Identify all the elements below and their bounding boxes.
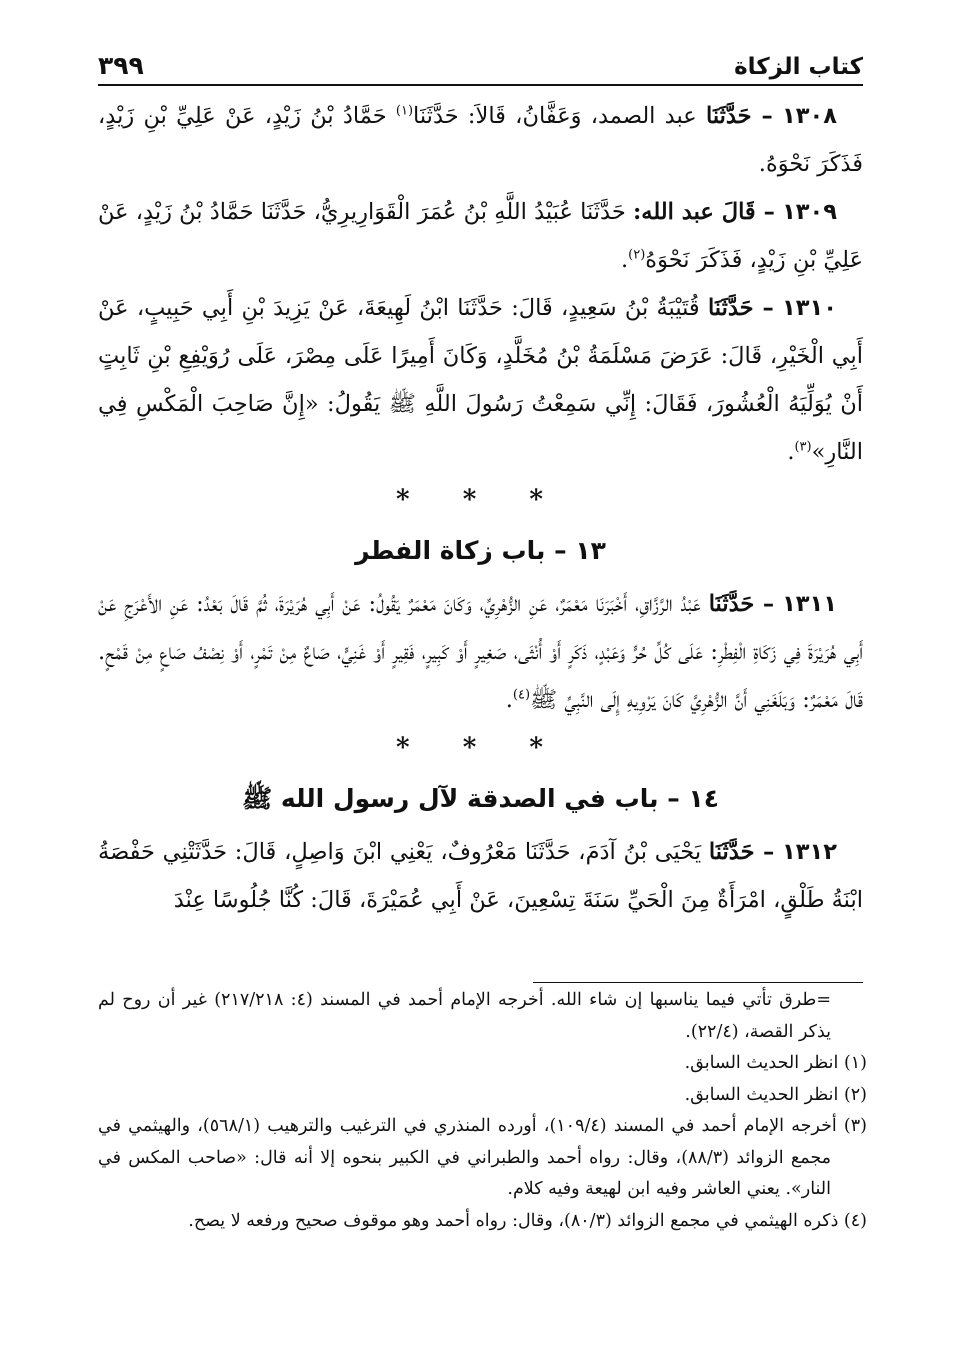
hadith-number: ١٣١٠ <box>782 295 837 321</box>
footnote-4: (٤) ذكره الهيثمي في مجمع الزوائد (٨٠/٣)، وقال: رواه أحمد وهو موقوف صحيح ورفعه لا يصح. <box>188 1210 867 1231</box>
book-title: كتاب الزكاة <box>734 54 863 80</box>
hadith-1311: ١٣١١ – حَدَّثَنَا عَبْدُ الرَّزَّاقِ، أَخْبَرَنَا مَعْمَرٌ، عَنِ الزُّهْرِيِّ، وَكَانَ مَعْمَرٌ يَقُولُ: عَنْ أَبِي هُرَيْرَةَ، ثُمَّ قَالَ بَعْدُ: عَنِ الأَعْرَجِ عَنْ أَبِي هُرَيْرَةَ فِي زَكَاةِ الْفِطْرِ: عَلَى كُلِّ حُرٍّ وَعَبْدٍ، ذَكَرٍ أَوْ أُنْثَى، صَغِيرٍ أَوْ كَبِيرٍ، فَقِيرٍ أَوْ غَنِيٍّ، صَاعٌ مِنْ تَمْرٍ، أَوْ نِصْفُ صَاعٍ مِنْ قَمْحٍ. قَالَ مَعْمَرٌ: وَبَلَغَنِي أَنَّ الزُّهْرِيَّ كَانَ يَرْوِيهِ إِلَى النَّبِيِّ ﷺ$^{(٤)}$. <box>98 591 863 713</box>
hadith-number: ١٣١٢ <box>782 839 837 865</box>
hadith-1312: ١٣١٢ – حَدَّثَنَا يَحْيَى بْنُ آدَمَ، حَدَّثَنَا مَعْرُوفٌ، يَعْنِي ابْنَ وَاصِلٍ، قَالَ: حَدَّثَتْنِي حَفْصَةُ ابْنَةُ طَلْقٍ، امْرَأَةٌ مِنَ الْحَيِّ سَنَةَ تِسْعِينَ، عَنْ أَبِي عُمَيْرَةَ، قَالَ: كُنَّا جُلُوسًا عِنْدَ <box>98 839 863 913</box>
hadith-1310: ١٣١٠ – حَدَّثَنَا قُتَيْبَةُ بْنُ سَعِيدٍ، قَالَ: حَدَّثَنَا ابْنُ لَهِيعَةَ، عَنْ يَزِيدَ بْنِ أَبِي حَبِيبٍ، عَنْ أَبِي الْخَيْرِ، قَالَ: عَرَضَ مَسْلَمَةُ بْنُ مُخَلَّدٍ، وَكَانَ أَمِيرًا عَلَى مِصْرَ، عَلَى رُوَيْفِعِ بْنِ ثَابِتٍ أَنْ يُوَلِّيَهُ الْعُشُورَ، فَقَالَ: إِنِّي سَمِعْتُ رَسُولَ اللَّهِ ﷺ يَقُولُ: «إِنَّ صَاحِبَ الْمَكْسِ فِي النَّارِ»$^{(٣)}$. <box>98 295 863 465</box>
footnote-ref: (٣) <box>794 439 812 455</box>
hadith-text: حَمَّادُ بْنُ زَيْدٍ، عَنْ عَلِيِّ بْنِ زَيْدٍ، فَذَكَرَ نَحْوَهُ. <box>98 103 863 177</box>
section-separator: * * * <box>396 733 565 763</box>
hadith-intro: قَالَ عبد الله: <box>632 199 756 225</box>
hadith-text: . <box>505 687 513 713</box>
hadith-intro: حَدَّثَنَا <box>708 839 755 865</box>
hadith-text: عبد الصمد، وَعَفَّانُ، قَالاَ: حَدَّثَنَا <box>413 103 697 129</box>
section-separator: * * * <box>396 485 565 515</box>
page-number: ٣٩٩ <box>98 51 144 80</box>
footnote-continuation: =طرق تأتي فيما يناسبها إن شاء الله. أخرجه الإمام أحمد في المسند (٤: ٢١٧/٢١٨) غير أن روح لم يذكر القصة، (٢٢/٤). <box>98 990 832 1042</box>
chapter-heading-14: ١٤ – باب في الصدقة لآل رسول الله ﷺ <box>242 784 719 813</box>
hadith-text: حَدَّثَنَا عُبَيْدُ اللَّهِ بْنُ عُمَرَ الْقَوَارِيرِيُّ، حَدَّثَنَا حَمَّادُ بْنُ زَيْدٍ، عَنْ عَلِيِّ بْنِ زَيْدٍ، فَذَكَرَ نَحْوَهُ <box>98 199 863 273</box>
footnotes <box>98 985 867 1237</box>
hadith-intro: حَدَّثَنَا <box>708 591 755 617</box>
hadith-number: ١٣٠٩ <box>782 199 837 225</box>
running-head <box>98 40 863 86</box>
hadith-text: . <box>620 247 629 273</box>
hadith-intro: حَدَّثَنَا <box>705 103 752 129</box>
hadith-1308: ١٣٠٨ – حَدَّثَنَا عبد الصمد، وَعَفَّانُ، قَالاَ: حَدَّثَنَا$^{(١)}$ حَمَّادُ بْنُ زَيْدٍ، عَنْ عَلِيِّ بْنِ زَيْدٍ، فَذَكَرَ نَحْوَهُ. <box>98 103 863 177</box>
hadith-text: . <box>787 439 795 465</box>
footnote-ref: (٤) <box>512 687 531 703</box>
footnote-1: (١) انظر الحديث السابق. <box>684 1053 867 1073</box>
footnote-ref: (١) <box>395 103 414 119</box>
hadith-1309: ١٣٠٩ – قَالَ عبد الله: حَدَّثَنَا عُبَيْدُ اللَّهِ بْنُ عُمَرَ الْقَوَارِيرِيُّ، حَدَّثَنَا حَمَّادُ بْنُ زَيْدٍ، عَنْ عَلِيِّ بْنِ زَيْدٍ، فَذَكَرَ نَحْوَهُ$^{(٢)}$. <box>98 199 863 273</box>
footnote-divider <box>533 982 863 983</box>
hadith-number: ١٣١١ <box>782 591 838 617</box>
chapter-heading-13: ١٣ – باب زكاة الفطر <box>355 536 606 565</box>
hadith-text: عَبْدُ الرَّزَّاقِ، أَخْبَرَنَا مَعْمَرٌ، عَنِ الزُّهْرِيِّ، وَكَانَ مَعْمَرٌ يَقُولُ: عَنْ أَبِي هُرَيْرَةَ، ثُمَّ قَالَ بَعْدُ: عَنِ الأَعْرَجِ عَنْ أَبِي هُرَيْرَةَ فِي زَكَاةِ الْفِطْرِ: عَلَى كُلِّ حُرٍّ وَعَبْدٍ، ذَكَرٍ أَوْ أُنْثَى، صَغِيرٍ أَوْ كَبِيرٍ، فَقِيرٍ أَوْ غَنِيٍّ، صَاعٌ مِنْ تَمْرٍ، أَوْ نِصْفُ صَاعٍ مِنْ قَمْحٍ. قَالَ مَعْمَرٌ: وَبَلَغَنِي أَنَّ الزُّهْرِيَّ كَانَ يَرْوِيهِ إِلَى النَّبِيِّ ﷺ <box>98 591 863 713</box>
footnote-ref: (٢) <box>628 247 646 263</box>
hadith-text: قُتَيْبَةُ بْنُ سَعِيدٍ، قَالَ: حَدَّثَنَا ابْنُ لَهِيعَةَ، عَنْ يَزِيدَ بْنِ أَبِي حَبِيبٍ، عَنْ أَبِي الْخَيْرِ، قَالَ: عَرَضَ مَسْلَمَةُ بْنُ مُخَلَّدٍ، وَكَانَ أَمِيرًا عَلَى مِصْرَ، عَلَى رُوَيْفِعِ بْنِ ثَابِتٍ أَنْ يُوَلِّيَهُ الْعُشُورَ، فَقَالَ: إِنِّي سَمِعْتُ رَسُولَ اللَّهِ ﷺ يَقُولُ: «إِنَّ صَاحِبَ الْمَكْسِ فِي النَّارِ» <box>98 295 863 465</box>
footnote-2: (٢) انظر الحديث السابق. <box>684 1084 867 1105</box>
main-text <box>98 92 863 924</box>
footnote-3: (٣) أخرجه الإمام أحمد في المسند (١٠٩/٤)، أورده المنذري في الترغيب والترهيب (٥٦٨/١)، والهيثمي في مجمع الزوائد (٨٨/٣)، وقال: رواه أحمد والطبراني في الكبير بنحوه إلا أنه قال: «صاحب المكس في النار». يعني العاشر وفيه ابن لهيعة وفيه كلام. <box>98 1116 867 1199</box>
hadith-intro: حَدَّثَنَا <box>707 295 754 321</box>
hadith-text: يَحْيَى بْنُ آدَمَ، حَدَّثَنَا مَعْرُوفٌ، يَعْنِي ابْنَ وَاصِلٍ، قَالَ: حَدَّثَتْنِي حَفْصَةُ ابْنَةُ طَلْقٍ، امْرَأَةٌ مِنَ الْحَيِّ سَنَةَ تِسْعِينَ، عَنْ أَبِي عُمَيْرَةَ، قَالَ: كُنَّا جُلُوسًا عِنْدَ <box>98 839 863 913</box>
hadith-number: ١٣٠٨ <box>782 103 837 129</box>
